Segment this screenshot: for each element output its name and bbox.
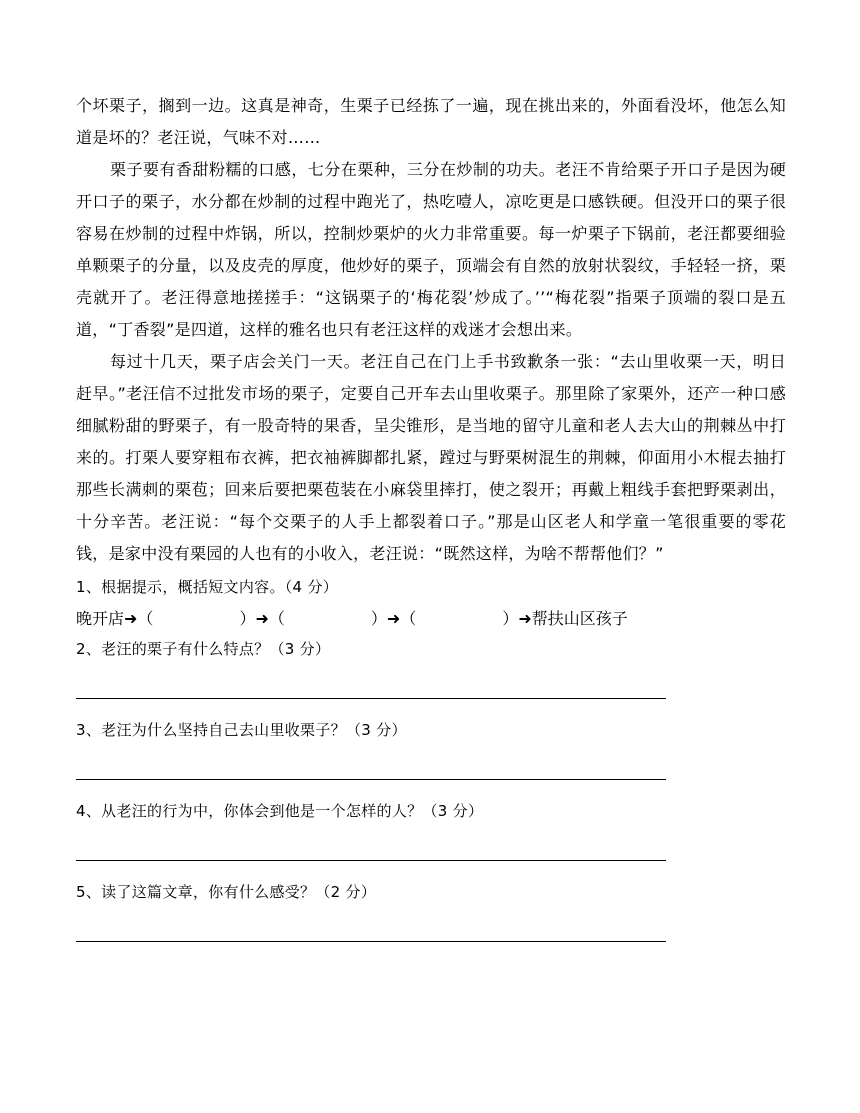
question-2: 2、老汪的栗子有什么特点？（3 分） (76, 640, 331, 658)
question-4: 4、从老汪的行为中，你体会到他是一个怎样的人？（3 分） (76, 802, 484, 820)
question-3: 3、老汪为什么坚持自己去山里收栗子？（3 分） (76, 721, 407, 739)
flow-bracket-open: （ (400, 609, 417, 628)
flow-bracket-open: （ (268, 609, 285, 628)
answer-line-3[interactable] (76, 778, 666, 780)
answer-line-5[interactable] (76, 940, 666, 942)
flow-bracket-close: ） (370, 609, 387, 628)
answer-line-2[interactable] (76, 697, 666, 699)
passage-paragraph-3: 每过十几天，栗子店会关门一天。老汪自己在门上手书致歉条一张：“去山里收栗一天，明日赶早。”老汪信不过批发市场的栗子，定要自己开车去山里收栗子。那里除了家栗外，还产一种口感细腻粉甜的野栗子，有一股奇特的果香，呈尖锥形，是当地的留守儿童和老人去大山的荆棘丛中打来的。打栗人要穿粗布衣裤，把衣袖裤脚都扎紧，蹚过与野栗树混生的荆棘，仰面用小木棍去抽打那些长满刺的栗苞；回来后要把栗苞装在小麻袋里摔打，使之裂开；再戴上粗线手套把野栗剥出，十分辛苦。老汪说：“每个交栗子的人手上都裂着口子。”那是山区老人和学童一笔很重要的零花钱，是家中没有栗园的人也有的小收入，老汪说：“既然这样，为啥不帮帮他们？” (76, 352, 786, 563)
passage-paragraph-2: 栗子要有香甜粉糯的口感，七分在栗种，三分在炒制的功夫。老汪不肯给栗子开口子是因为硬开口子的栗子，水分都在炒制的过程中跑光了，热吃噎人，凉吃更是口感铁硬。但没开口的栗子很容易在炒制的过程中炸锅，所以，控制炒栗炉的火力非常重要。每一炉栗子下锅前，老汪都要细验单颗栗子的分量，以及皮壳的厚度，他炒好的栗子，顶端会有自然的放射状裂纹，手轻轻一挤，栗壳就开了。老汪得意地搓搓手：“这锅栗子的‘梅花裂’炒成了。’’“梅花裂”指栗子顶端的裂口是五道，“丁香裂”是四道，这样的雅名也只有老汪这样的戏迷才会想出来。 (76, 160, 786, 339)
flow-start-label: 晚开店 (76, 609, 125, 628)
flow-bracket-open: （ (137, 609, 154, 628)
question-5: 5、读了这篇文章，你有什么感受？（2 分） (76, 883, 377, 901)
question-section (76, 572, 786, 942)
arrow-icon: ➜ (386, 609, 401, 628)
worksheet-page (76, 90, 786, 958)
reading-passage (76, 90, 786, 570)
passage-paragraph-1: 个坏栗子，搁到一边。这真是神奇，生栗子已经拣了一遍，现在挑出来的，外面看没坏，他怎么知道是坏的？老汪说，气味不对…… (76, 96, 786, 147)
arrow-icon: ➜ (255, 609, 269, 628)
summary-flow (76, 604, 786, 634)
flow-bracket-close: ） (239, 609, 256, 628)
arrow-icon: ➜ (518, 609, 532, 628)
arrow-icon: ➜ (124, 609, 138, 628)
flow-end-label: 帮扶山区孩子 (531, 609, 628, 628)
answer-line-4[interactable] (76, 859, 666, 861)
flow-bracket-close: ） (502, 609, 519, 628)
question-1: 1、根据提示，概括短文内容。（4 分） (76, 578, 339, 596)
